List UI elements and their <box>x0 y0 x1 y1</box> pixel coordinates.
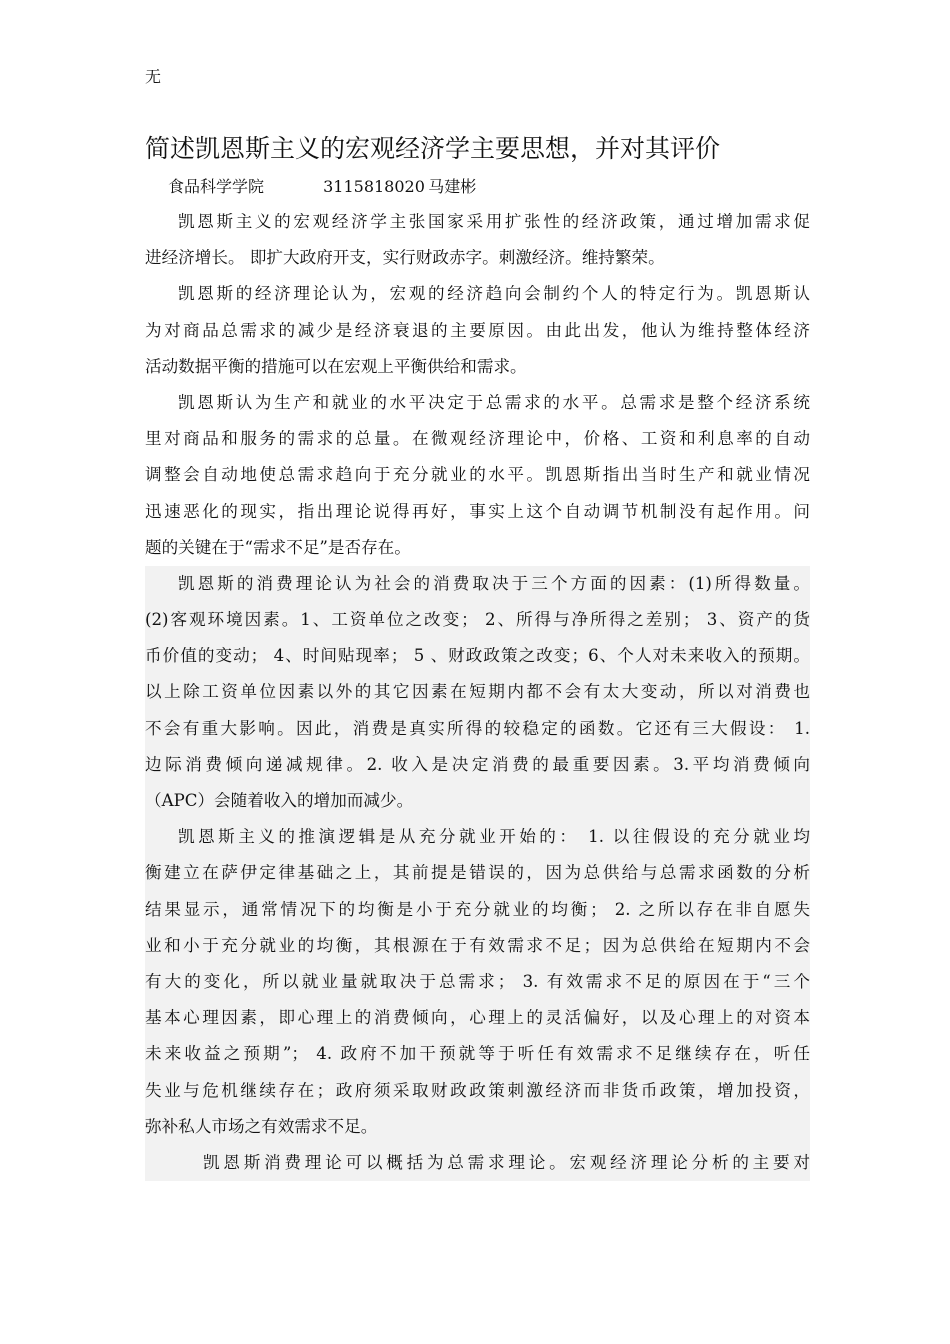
paragraph-line: 结果显示，通常情况下的均衡是小于充分就业的均衡； 2. 之所以存在非自愿失 <box>145 899 810 919</box>
paragraph-line: 里对商品和服务的需求的总量。在微观经济理论中，价格、工资和利息率的自动 <box>145 429 810 449</box>
paragraph-line: 边际消费倾向递减规律。2. 收入是决定消费的最重要因素。3.平均消费倾向 <box>145 754 810 774</box>
paragraph-line: 有大的变化，所以就业量就取决于总需求； 3. 有效需求不足的原因在于“三个 <box>145 971 810 991</box>
paragraph-line: 衡建立在萨伊定律基础之上，其前提是错误的，因为总供给与总需求函数的分析 <box>145 863 810 883</box>
paragraph-line: 调整会自动地使总需求趋向于充分就业的水平。凯恩斯指出当时生产和就业情况 <box>145 465 810 485</box>
paragraph-line: 题的关键在于“需求不足”是否存在。 <box>145 537 411 557</box>
paragraph-line: 迅速恶化的现实，指出理论说得再好，事实上这个自动调节机制没有起作用。问 <box>145 501 810 521</box>
paragraph-line: 凯恩斯主义的推演逻辑是从充分就业开始的： 1. 以往假设的充分就业均 <box>178 827 810 847</box>
paragraph-line: 基本心理因素，即心理上的消费倾向，心理上的灵活偏好，以及心理上的对资本 <box>145 1008 810 1028</box>
paragraph-line: (2)客观环境因素。1、工资单位之改变； 2、所得与净所得之差别； 3、资产的货 <box>145 610 810 630</box>
paragraph-line: 未来收益之预期”； 4. 政府不加干预就等于听任有效需求不足继续存在，听任 <box>145 1044 810 1064</box>
paragraph-line: 凯恩斯的经济理论认为，宏观的经济趋向会制约个人的特定行为。凯恩斯认 <box>178 284 810 304</box>
paragraph-2 <box>145 276 810 385</box>
paragraph-line: 为对商品总需求的减少是经济衰退的主要原因。由此出发，他认为维持整体经济 <box>145 320 810 340</box>
paragraph-line: 不会有重大影响。因此，消费是真实所得的较稳定的函数。它还有三大假设： 1. <box>145 718 810 738</box>
paragraph-line: 凯恩斯认为生产和就业的水平决定于总需求的水平。总需求是整个经济系统 <box>178 392 810 412</box>
document-body <box>145 204 810 1181</box>
paragraph-line: （APC）会随着收入的增加而减少。 <box>145 791 414 810</box>
paragraph-line: 进经济增长。 即扩大政府开支，实行财政赤字。刺激经济。维持繁荣。 <box>145 248 665 268</box>
paragraph-line: 币价值的变动； 4、时间贴现率； 5 、财政政策之改变；6、个人对未来收入的预期。 <box>145 646 810 666</box>
paragraph-line: 以上除工资单位因素以外的其它因素在短期内都不会有太大变动，所以对消费也 <box>145 682 810 702</box>
paragraph-5 <box>145 819 810 1145</box>
paragraph-line: 弥补私人市场之有效需求不足。 <box>145 1116 378 1136</box>
paragraph-line: 失业与危机继续存在；政府须采取财政政策刺激经济而非货币政策，增加投资， <box>145 1080 810 1100</box>
header-mark: 无 <box>145 67 162 86</box>
paragraph-line: 业和小于充分就业的均衡，其根源在于有效需求不足；因为总供给在短期内不会 <box>145 935 810 955</box>
paragraph-line: 凯恩斯的消费理论认为社会的消费取决于三个方面的因素：(1)所得数量。 <box>178 573 810 593</box>
paragraph-3 <box>145 385 810 566</box>
paragraph-4 <box>145 566 810 819</box>
byline-student-id: 3115818020 <box>323 177 425 196</box>
paragraph-line: 活动数据平衡的措施可以在宏观上平衡供给和需求。 <box>145 356 527 376</box>
byline-author: 马建彬 <box>428 177 477 196</box>
paragraph-1 <box>145 204 810 276</box>
byline-department: 食品科学学院 <box>168 177 265 196</box>
byline <box>168 174 476 200</box>
paragraph-6 <box>145 1145 810 1181</box>
paragraph-line: 凯恩斯消费理论可以概括为总需求理论。宏观经济理论分析的主要对 <box>203 1152 810 1172</box>
document-title: 简述凯恩斯主义的宏观经济学主要思想，并对其评价 <box>145 134 721 163</box>
paragraph-line: 凯恩斯主义的宏观经济学主张国家采用扩张性的经济政策，通过增加需求促 <box>178 212 810 231</box>
